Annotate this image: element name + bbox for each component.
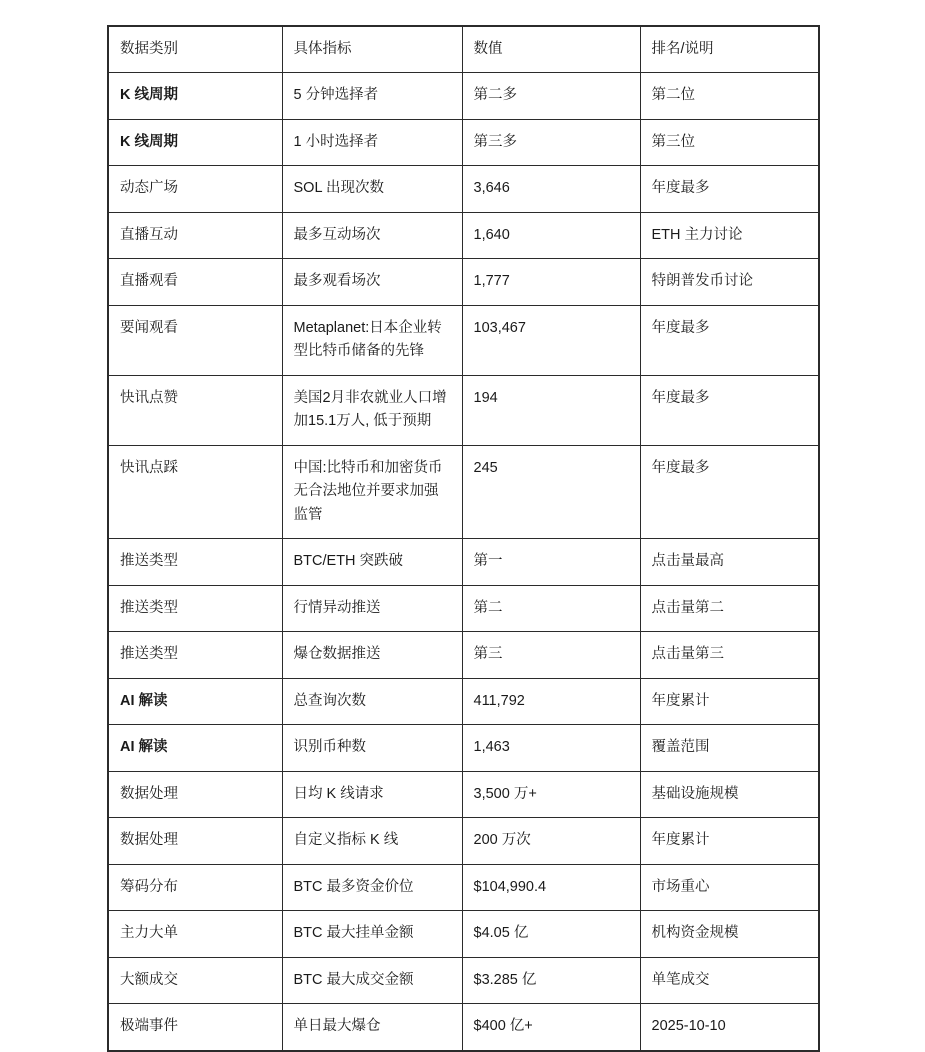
column-header-category-text: 数据类别 xyxy=(120,41,178,57)
cell-value xyxy=(462,864,640,910)
cell-metric xyxy=(282,305,462,375)
column-header-value xyxy=(462,26,640,73)
table-header-row xyxy=(108,26,819,73)
cell-value-text: 245 xyxy=(473,459,498,476)
cell-note-text: 年度最多 xyxy=(651,180,710,197)
cell-value xyxy=(462,539,640,585)
table-row xyxy=(108,632,819,678)
table-row xyxy=(108,212,819,258)
table-row xyxy=(108,1004,819,1051)
cell-value xyxy=(462,375,640,445)
cell-metric-text: Metaplanet:日本企业转型比特币储备的先锋 xyxy=(293,319,442,360)
cell-metric-text: 最多互动场次 xyxy=(293,226,381,243)
cell-category-text: K 线周期 xyxy=(120,87,178,104)
cell-value-text: 1,777 xyxy=(473,273,510,290)
cell-note xyxy=(640,212,819,258)
cell-value xyxy=(462,305,640,375)
cell-note xyxy=(640,864,819,910)
cell-category xyxy=(108,119,282,165)
cell-value-text: 194 xyxy=(473,389,498,406)
cell-metric-text: 美国2月非农就业人口增加15.1万人, 低于预期 xyxy=(293,389,447,430)
cell-metric-text: BTC/ETH 突跌破 xyxy=(293,553,404,570)
column-header-value-text: 数值 xyxy=(473,41,503,57)
cell-value-text: $4.05 亿 xyxy=(473,925,529,942)
cell-value xyxy=(462,1004,640,1051)
table-row xyxy=(108,375,819,445)
cell-note xyxy=(640,725,819,771)
cell-metric-text: 日均 K 线请求 xyxy=(293,785,384,802)
column-header-metric xyxy=(282,26,462,73)
cell-note-text: 点击量第二 xyxy=(651,599,724,616)
cell-value-text: $3.285 亿 xyxy=(473,971,537,988)
cell-metric xyxy=(282,119,462,165)
table-row xyxy=(108,725,819,771)
cell-category-text: 要闻观看 xyxy=(120,319,178,336)
cell-note-text: 第三位 xyxy=(651,133,695,150)
cell-category-text: 快讯点赞 xyxy=(120,389,178,406)
cell-value-text: 第三多 xyxy=(473,133,517,150)
cell-metric-text: 单日最大爆仓 xyxy=(293,1018,381,1035)
cell-metric-text: SOL 出现次数 xyxy=(293,180,385,197)
cell-value-text: 3,500 万+ xyxy=(473,785,537,802)
cell-category-text: 推送类型 xyxy=(120,599,178,616)
cell-category xyxy=(108,632,282,678)
cell-note-text: 点击量第三 xyxy=(651,646,724,663)
cell-metric xyxy=(282,1004,462,1051)
cell-note xyxy=(640,73,819,119)
cell-metric-text: 1 小时选择者 xyxy=(293,133,379,150)
cell-metric-text: 爆仓数据推送 xyxy=(293,646,381,663)
cell-category xyxy=(108,911,282,957)
table-row xyxy=(108,539,819,585)
cell-value-text: 第二 xyxy=(473,599,503,616)
cell-note xyxy=(640,911,819,957)
cell-note-text: 覆盖范围 xyxy=(651,739,710,756)
column-header-note-text: 排名/说明 xyxy=(651,41,714,57)
cell-metric xyxy=(282,73,462,119)
cell-category xyxy=(108,585,282,631)
cell-note xyxy=(640,771,819,817)
cell-metric-text: BTC 最大挂单金额 xyxy=(293,925,414,942)
cell-note xyxy=(640,1004,819,1051)
cell-metric-text: 总查询次数 xyxy=(293,692,366,709)
cell-metric xyxy=(282,771,462,817)
cell-note xyxy=(640,539,819,585)
cell-category-text: 推送类型 xyxy=(120,553,178,570)
cell-note-text: 年度最多 xyxy=(651,389,710,406)
cell-category-text: 快讯点踩 xyxy=(120,459,178,476)
cell-note xyxy=(640,445,819,538)
cell-metric xyxy=(282,212,462,258)
statistics-table xyxy=(107,25,820,1052)
cell-category-text: 极端事件 xyxy=(120,1018,178,1035)
cell-category xyxy=(108,1004,282,1051)
table-row xyxy=(108,119,819,165)
cell-note-text: 基础设施规模 xyxy=(651,785,739,802)
cell-note-text: 点击量最高 xyxy=(651,553,724,570)
cell-value xyxy=(462,818,640,864)
cell-category-text: 推送类型 xyxy=(120,646,178,663)
table-row xyxy=(108,911,819,957)
cell-value-text: 103,467 xyxy=(473,319,526,336)
cell-note xyxy=(640,678,819,724)
cell-metric xyxy=(282,166,462,212)
cell-category-text: 数据处理 xyxy=(120,785,178,802)
cell-note-text: 第二位 xyxy=(651,87,695,104)
cell-category xyxy=(108,725,282,771)
table-row xyxy=(108,73,819,119)
cell-value xyxy=(462,445,640,538)
cell-metric-text: 5 分钟选择者 xyxy=(293,87,379,104)
cell-category-text: AI 解读 xyxy=(120,739,168,756)
cell-category xyxy=(108,259,282,305)
cell-category xyxy=(108,818,282,864)
table-row xyxy=(108,864,819,910)
cell-note xyxy=(640,818,819,864)
table-row xyxy=(108,585,819,631)
cell-value-text: 第三 xyxy=(473,646,503,663)
cell-value-text: 411,792 xyxy=(473,692,525,709)
cell-note-text: 机构资金规模 xyxy=(651,925,739,942)
cell-note-text: 2025-10-10 xyxy=(651,1018,726,1035)
cell-note xyxy=(640,375,819,445)
cell-note xyxy=(640,166,819,212)
cell-value xyxy=(462,212,640,258)
cell-metric-text: 识别币种数 xyxy=(293,739,366,756)
cell-note-text: 年度最多 xyxy=(651,459,710,476)
cell-value-text: $400 亿+ xyxy=(473,1018,533,1035)
cell-category-text: K 线周期 xyxy=(120,133,178,150)
cell-category xyxy=(108,539,282,585)
cell-value xyxy=(462,73,640,119)
cell-category-text: 大额成交 xyxy=(120,971,178,988)
cell-category xyxy=(108,375,282,445)
table-row xyxy=(108,818,819,864)
cell-value-text: $104,990.4 xyxy=(473,878,547,895)
column-header-category xyxy=(108,26,282,73)
cell-metric xyxy=(282,585,462,631)
cell-category xyxy=(108,957,282,1003)
table-row xyxy=(108,305,819,375)
cell-metric xyxy=(282,678,462,724)
cell-metric-text: 最多观看场次 xyxy=(293,273,381,290)
column-header-note xyxy=(640,26,819,73)
cell-note-text: 市场重心 xyxy=(651,878,710,895)
cell-note xyxy=(640,119,819,165)
table-body xyxy=(108,26,819,1051)
cell-metric xyxy=(282,375,462,445)
cell-category xyxy=(108,73,282,119)
cell-value xyxy=(462,725,640,771)
cell-category xyxy=(108,305,282,375)
cell-value xyxy=(462,119,640,165)
cell-category xyxy=(108,864,282,910)
cell-metric xyxy=(282,911,462,957)
cell-value xyxy=(462,166,640,212)
cell-note-text: 单笔成交 xyxy=(651,971,710,988)
cell-metric-text: 自定义指标 K 线 xyxy=(293,832,399,849)
cell-category-text: 数据处理 xyxy=(120,832,178,849)
table-row xyxy=(108,771,819,817)
cell-value xyxy=(462,911,640,957)
table-row xyxy=(108,678,819,724)
table-row xyxy=(108,259,819,305)
cell-note-text: 特朗普发币讨论 xyxy=(651,273,753,290)
cell-metric xyxy=(282,864,462,910)
cell-value-text: 第一 xyxy=(473,553,503,570)
cell-note-text: 年度累计 xyxy=(651,832,710,849)
cell-note xyxy=(640,957,819,1003)
column-header-metric-text: 具体指标 xyxy=(293,41,352,57)
cell-metric xyxy=(282,725,462,771)
cell-category-text: 筹码分布 xyxy=(120,878,178,895)
cell-category-text: 直播观看 xyxy=(120,273,178,290)
data-table-container xyxy=(107,25,818,1052)
cell-note xyxy=(640,259,819,305)
cell-note-text: ETH 主力讨论 xyxy=(651,226,743,243)
cell-category xyxy=(108,445,282,538)
cell-metric-text: 中国:比特币和加密货币无合法地位并要求加强监管 xyxy=(293,459,443,523)
cell-category xyxy=(108,771,282,817)
cell-value xyxy=(462,259,640,305)
cell-note-text: 年度最多 xyxy=(651,319,710,336)
cell-note xyxy=(640,632,819,678)
cell-value-text: 3,646 xyxy=(473,180,510,197)
cell-value-text: 1,640 xyxy=(473,226,510,243)
cell-metric-text: BTC 最多资金价位 xyxy=(293,878,414,895)
cell-value-text: 200 万次 xyxy=(473,832,531,849)
cell-value xyxy=(462,678,640,724)
cell-metric-text: 行情异动推送 xyxy=(293,599,381,616)
cell-category xyxy=(108,678,282,724)
cell-value-text: 第二多 xyxy=(473,87,517,104)
cell-value xyxy=(462,632,640,678)
table-row xyxy=(108,445,819,538)
cell-category xyxy=(108,166,282,212)
table-row xyxy=(108,957,819,1003)
cell-category-text: 直播互动 xyxy=(120,226,178,243)
cell-metric xyxy=(282,957,462,1003)
cell-category-text: 动态广场 xyxy=(120,180,178,197)
cell-category-text: AI 解读 xyxy=(120,692,168,709)
cell-metric xyxy=(282,818,462,864)
cell-value xyxy=(462,957,640,1003)
cell-category xyxy=(108,212,282,258)
cell-value xyxy=(462,771,640,817)
cell-metric xyxy=(282,539,462,585)
cell-category-text: 主力大单 xyxy=(120,925,178,942)
cell-value-text: 1,463 xyxy=(473,739,510,756)
cell-metric-text: BTC 最大成交金额 xyxy=(293,971,414,988)
cell-metric xyxy=(282,259,462,305)
cell-note xyxy=(640,305,819,375)
cell-value xyxy=(462,585,640,631)
cell-note xyxy=(640,585,819,631)
table-row xyxy=(108,166,819,212)
cell-metric xyxy=(282,632,462,678)
cell-metric xyxy=(282,445,462,538)
cell-note-text: 年度累计 xyxy=(651,692,710,709)
